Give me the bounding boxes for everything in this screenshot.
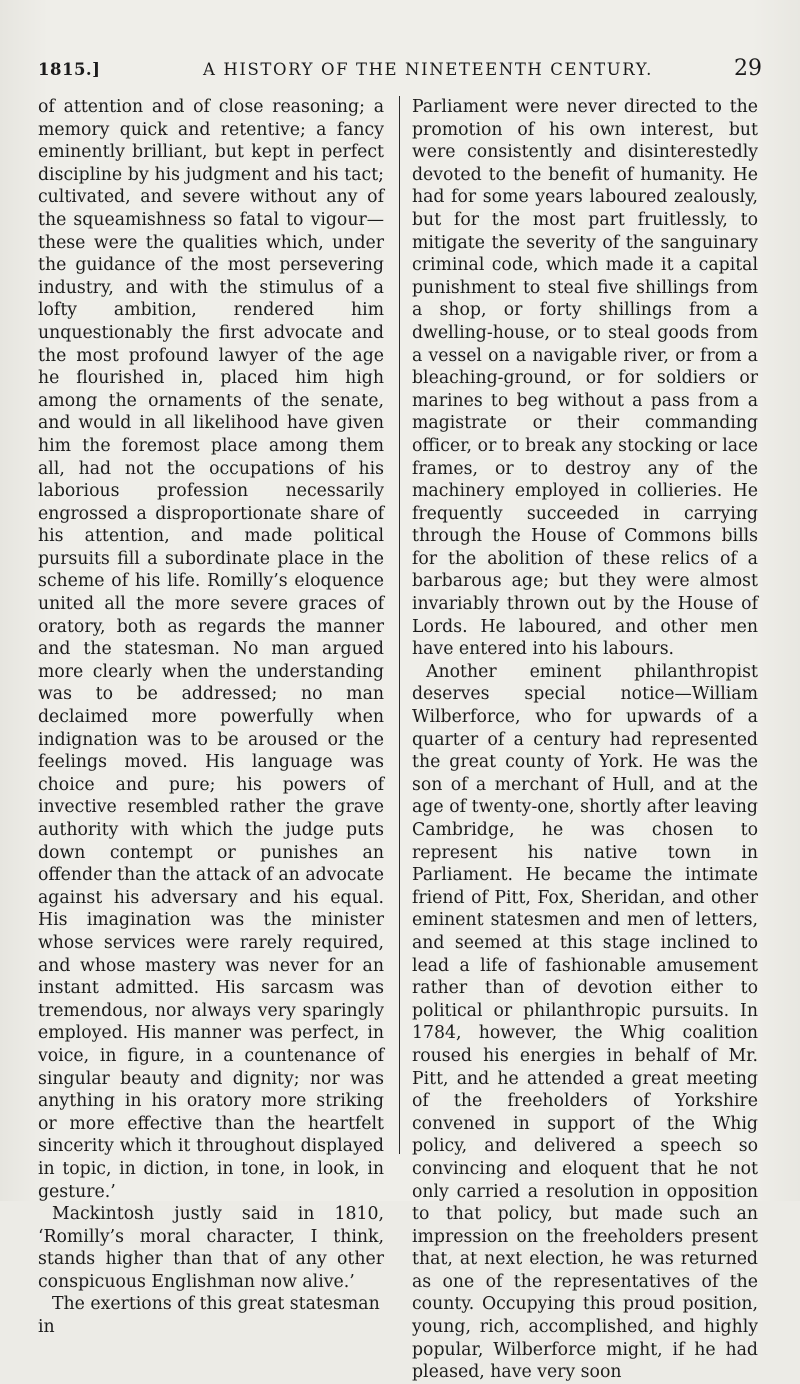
- page-number: 29: [734, 56, 762, 81]
- header-year: 1815.]: [38, 60, 101, 79]
- left-paragraph-2: Mackintosh justly said in 1810, ‘Romilly’s moral character, I think, stands higher than that of any other conspicuous Englishman now alive.’: [38, 1204, 384, 1292]
- right-column: [412, 96, 758, 1384]
- running-head: [38, 56, 766, 92]
- left-column: [38, 96, 384, 1339]
- column-divider: [399, 96, 400, 1154]
- header-title: A HISTORY OF THE NINETEENTH CENTURY.: [202, 60, 653, 79]
- left-paragraph-3: The exertions of this great statesman in: [38, 1294, 380, 1338]
- right-paragraph-1: Parliament were never directed to the promotion of his own interest, but were consistently and disinterestedly devoted to the benefit of humanity. He had for some years laboured zealously, but for the most part fruitlessly, to mitigate the severity of the sanguinary criminal code, which made it a capital punishment to steal five shillings from a shop, or forty shillings from a dwelling-house, or to steal goods from a vessel on a navigable river, or from a bleaching-ground, or for soldiers or marines to beg without a pass from a magistrate or their commanding officer, or to break any stocking or lace frames, or to destroy any of the machinery employed in collieries. He frequently succeeded in carrying through the House of Commons bills for the abolition of these relics of a barbarous age; but they were almost invariably thrown out by the House of Lords. He laboured, and other men have entered into his labours.: [412, 97, 758, 660]
- left-paragraph-1: of attention and of close reasoning; a memory quick and retentive; a fancy eminently brilliant, but kept in perfect discipline by his judgment and his tact; cultivated, and severe without any of the squeamishness so fatal to vigour—these were the qualities which, under the guidance of the most persevering industry, and with the stimulus of a lofty ambition, rendered him unquestionably the first advocate and the most profound lawyer of the age he flourished in, placed him high among the ornaments of the senate, and would in all likelihood have given him the foremost place among them all, had not the occupations of his laborious profession necessarily engrossed a disproportionate share of his attention, and made political pursuits fill a subordinate place in the scheme of his life. Romilly’s eloquence united all the more severe graces of oratory, both as regards the manner and the statesman. No man argued more clearly when the understanding was to be addressed; no man declaimed more powerfully when indignation was to be aroused or the feelings moved. His language was choice and pure; his powers of invective resembled rather the grave authority with which the judge puts down contempt or punishes an offender than the attack of an advocate against his adversary and his equal. His imagination was the minister whose services were rarely required, and whose mastery was never for an instant admitted. His sarcasm was tremendous, nor always very sparingly employed. His manner was perfect, in voice, in figure, in a countenance of singular beauty and dignity; nor was anything in his oratory more striking or more effective than the heartfelt sincerity which it throughout displayed in topic, in diction, in tone, in look, in gesture.’: [38, 97, 384, 1202]
- right-paragraph-2: Another eminent philanthropist deserves special notice—William Wilberforce, who for upwards of a quarter of a century had represented the great county of York. He was the son of a merchant of Hull, and at the age of twenty-one, shortly after leaving Cambridge, he was chosen to represent his native town in Parliament. He became the intimate friend of Pitt, Fox, Sheridan, and other eminent statesmen and men of letters, and seemed at this stage inclined to lead a life of fashionable amusement rather than of devotion either to political or philanthropic pursuits. In 1784, however, the Whig coalition roused his energies in behalf of Mr. Pitt, and he attended a great meeting of the freeholders of Yorkshire convened in support of the Whig policy, and delivered a speech so convincing and eloquent that he not only carried a resolution in opposition to that policy, but made such an impression on the freeholders present that, at next election, he was returned as one of the representatives of the county. Occupying this proud position, young, rich, accomplished, and highly popular, Wilberforce might, if he had pleased, have very soon: [412, 661, 758, 1383]
